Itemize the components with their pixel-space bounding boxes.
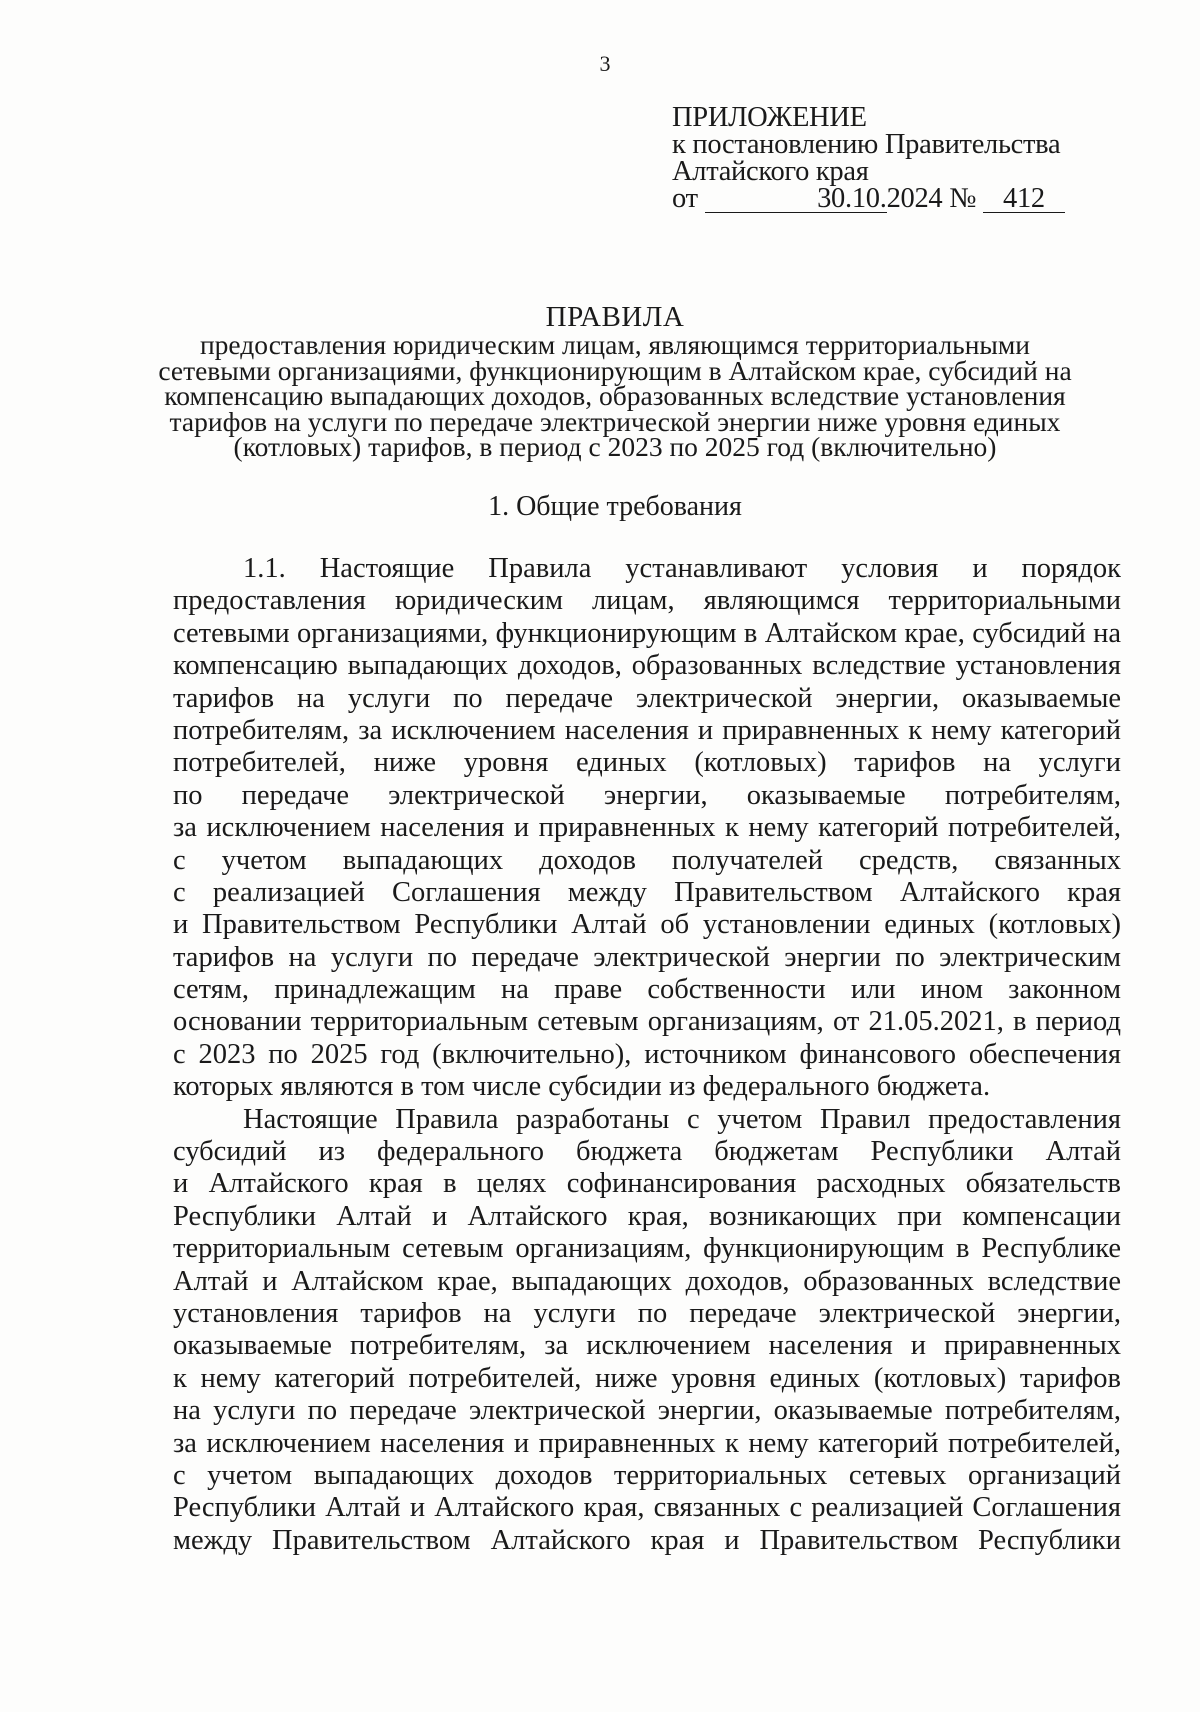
text-line: за исключением населения и приравненных к нему категорий потребителей, bbox=[173, 812, 1121, 844]
text-line: тарифов на услуги по передаче электрической энергии по электрическим bbox=[173, 941, 1121, 973]
body-text bbox=[173, 553, 1121, 1557]
page-number: 3 bbox=[599, 51, 611, 76]
text-line: по передаче электрической энергии, оказываемые потребителям, bbox=[173, 779, 1121, 811]
text-line: компенсацию выпадающих доходов, образованных вследствие установления bbox=[173, 650, 1121, 682]
text-line: которых являются в том числе субсидии из федерального бюджета. bbox=[173, 1071, 991, 1103]
text-line: тарифов на услуги по передаче электрической энергии, оказываемые bbox=[173, 682, 1121, 714]
annex-number-sign: № bbox=[949, 183, 977, 214]
text-line: субсидий из федерального бюджета бюджетам Республики Алтай bbox=[173, 1136, 1121, 1168]
text-line: Алтай и Алтайском крае, выпадающих доходов, образованных вследствие bbox=[173, 1265, 1121, 1297]
rules-subtitle-line: тарифов на услуги по передаче электрической энергии ниже уровня единых bbox=[169, 405, 1061, 437]
annex-number-value bbox=[983, 183, 1065, 214]
text-line: сетевыми организациями, функционирующим в Алтайском крае, субсидий на bbox=[173, 617, 1121, 649]
text-line: сетям, принадлежащим на праве собственности или ином законном bbox=[173, 974, 1121, 1006]
annex-year bbox=[886, 183, 943, 214]
text-line: 1.1. Настоящие Правила устанавливают условия и порядок bbox=[243, 553, 1121, 584]
rules-subtitle-line: предоставления юридическим лицам, являющимся территориальными bbox=[199, 329, 1031, 360]
text-line: установления тарифов на услуги по передаче электрической энергии, bbox=[173, 1297, 1121, 1329]
text-line: с реализацией Соглашения между Правительством Алтайского края bbox=[173, 876, 1121, 908]
annex-number-text: 412 bbox=[1003, 183, 1045, 214]
annex-date-line bbox=[672, 185, 1142, 213]
section-title: 1. Общие требования bbox=[488, 491, 742, 522]
text-line: между Правительством Алтайского края и Правительством Республики bbox=[173, 1524, 1121, 1556]
annex-date-value bbox=[705, 183, 887, 214]
annex-year-text: 2024 bbox=[886, 183, 943, 214]
annex-line-1: к постановлению Правительства bbox=[672, 129, 1061, 160]
text-line: Настоящие Правила разработаны с учетом Правил предоставления bbox=[243, 1103, 1121, 1135]
annex-block bbox=[672, 104, 1142, 213]
rules-subtitle-line: (котловых) тарифов, в период с 2023 по 2025 год (включительно) bbox=[233, 431, 997, 462]
text-line: и Алтайского края в целях софинансирования расходных обязательств bbox=[173, 1168, 1121, 1200]
text-line: потребителей, ниже уровня единых (котловых) тарифов на услуги bbox=[173, 747, 1121, 779]
annex-date-prefix: от bbox=[672, 183, 698, 214]
text-line: с учетом выпадающих доходов получателей средств, связанных bbox=[173, 844, 1121, 876]
text-line: с учетом выпадающих доходов территориальных сетевых организаций bbox=[173, 1459, 1121, 1491]
text-line: к нему категорий потребителей, ниже уровня единых (котловых) тарифов bbox=[173, 1362, 1121, 1394]
text-line: Республики Алтай и Алтайского края, связанных с реализацией Соглашения bbox=[173, 1492, 1121, 1524]
text-line: оказываемые потребителям, за исключением населения и приравненных bbox=[173, 1330, 1121, 1362]
text-line: с 2023 по 2025 год (включительно), источником финансового обеспечения bbox=[173, 1038, 1121, 1070]
annex-line-2: Алтайского края bbox=[672, 156, 869, 187]
annex-title: ПРИЛОЖЕНИЕ bbox=[672, 102, 867, 133]
text-line: за исключением населения и приравненных к нему категорий потребителей, bbox=[173, 1427, 1121, 1459]
text-line: на услуги по передаче электрической энергии, оказываемые потребителям, bbox=[173, 1395, 1121, 1427]
text-line: территориальным сетевым организациям, функционирующим в Республике bbox=[173, 1233, 1121, 1265]
paragraph-1 bbox=[173, 553, 1121, 1104]
text-line: основании территориальным сетевым организациям, от 21.05.2021, в период bbox=[173, 1006, 1121, 1038]
text-line: потребителям, за исключением населения и приравненных к нему категорий bbox=[173, 714, 1121, 746]
rules-title-block bbox=[150, 302, 1080, 460]
rules-subtitle-line: сетевыми организациями, функционирующим в Алтайском крае, субсидий на bbox=[158, 354, 1072, 386]
paragraph-2 bbox=[173, 1104, 1121, 1557]
text-line: Республики Алтай и Алтайского края, возникающих при компенсации bbox=[173, 1200, 1121, 1232]
annex-date-text: 30.10. bbox=[817, 183, 887, 214]
text-line: предоставления юридическим лицам, являющимся территориальными bbox=[173, 585, 1121, 617]
text-line: и Правительством Республики Алтай об установлении единых (котловых) bbox=[173, 909, 1121, 941]
rules-subtitle-line: компенсацию выпадающих доходов, образованных вследствие установления bbox=[164, 380, 1066, 411]
rules-heading: ПРАВИЛА bbox=[545, 301, 685, 333]
